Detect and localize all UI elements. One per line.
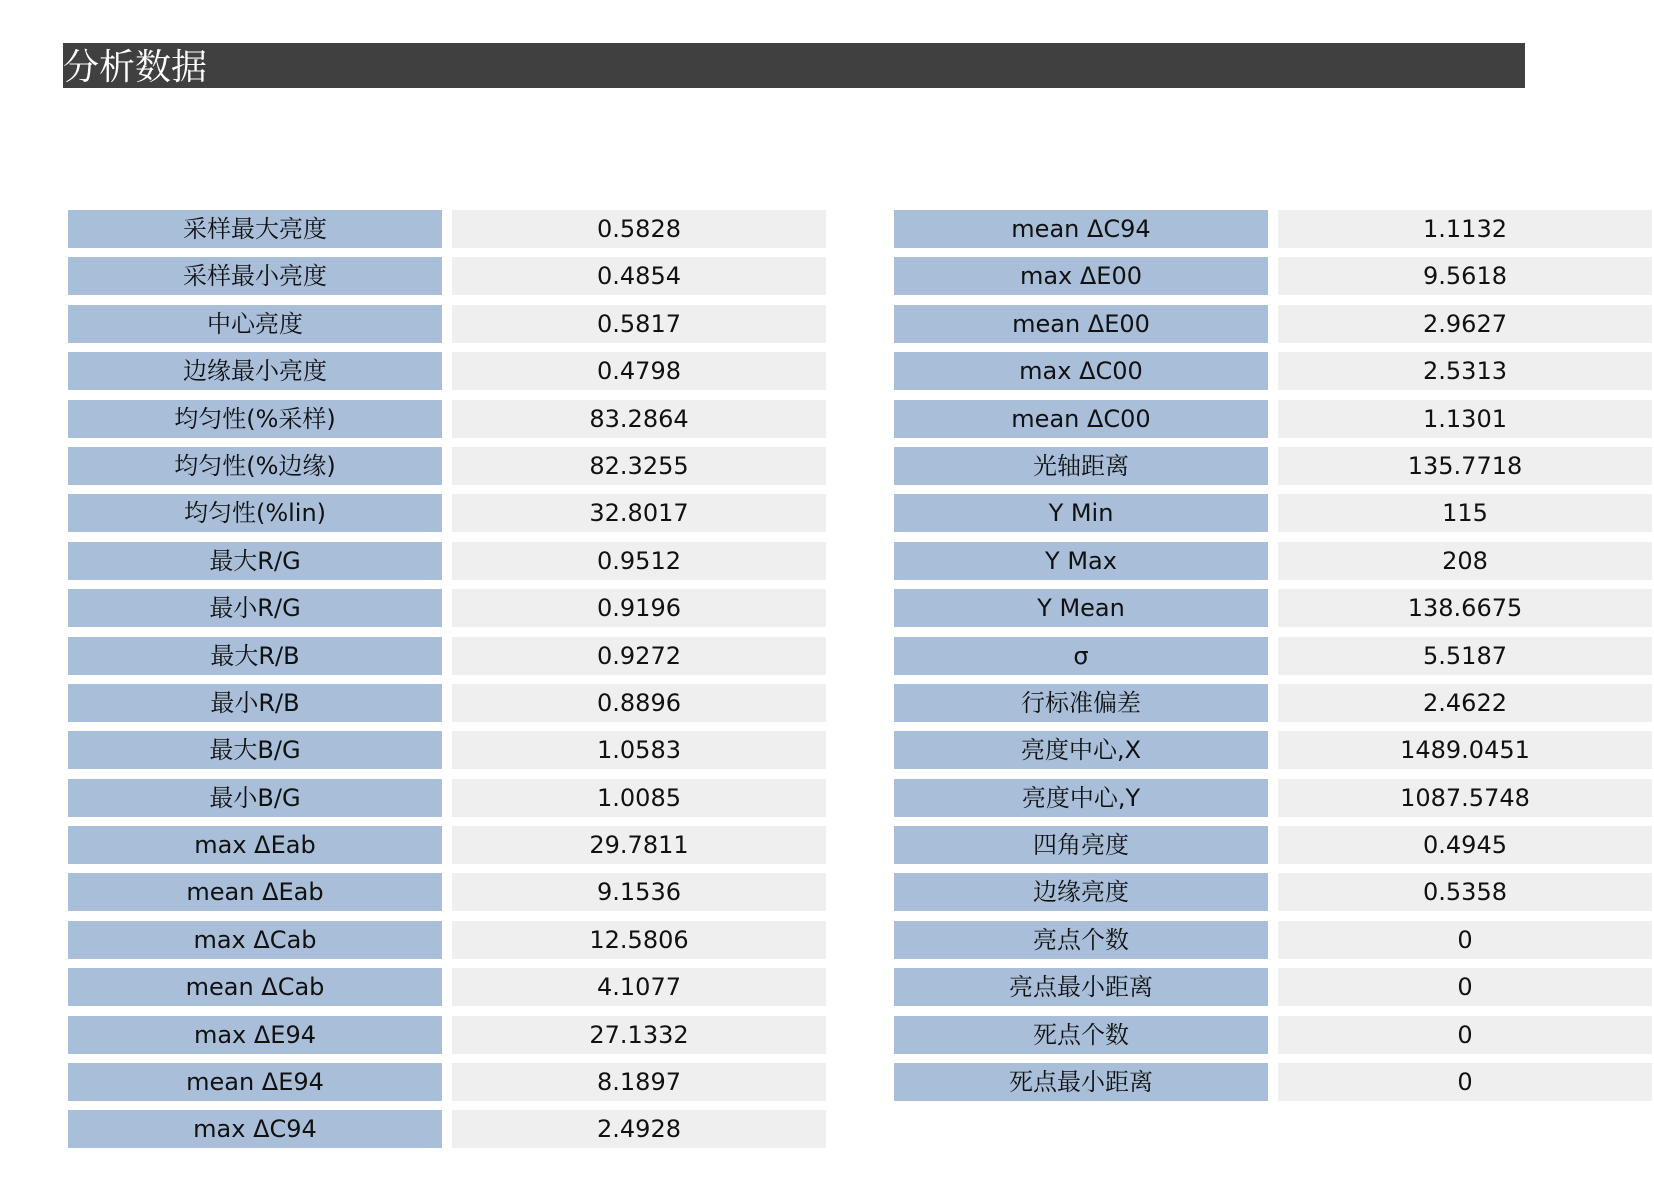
table-row xyxy=(68,400,826,438)
row-value: 2.9627 xyxy=(1278,305,1652,343)
row-label: 死点个数 xyxy=(894,1016,1268,1054)
table-row xyxy=(894,352,1652,390)
row-value: 27.1332 xyxy=(452,1016,826,1054)
row-label: mean ΔEab xyxy=(68,873,442,911)
section-title: 分析数据 xyxy=(63,43,1525,88)
row-label: mean ΔCab xyxy=(68,968,442,1006)
row-label: Y Min xyxy=(894,494,1268,532)
table-row xyxy=(894,826,1652,864)
table-row xyxy=(894,494,1652,532)
row-label: max ΔCab xyxy=(68,921,442,959)
row-value: 0.8896 xyxy=(452,684,826,722)
table-row xyxy=(68,305,826,343)
table-row xyxy=(894,1063,1652,1101)
row-value: 0.5828 xyxy=(452,210,826,248)
row-value: 2.5313 xyxy=(1278,352,1652,390)
row-label: 行标准偏差 xyxy=(894,684,1268,722)
table-row xyxy=(68,352,826,390)
row-label: max ΔC00 xyxy=(894,352,1268,390)
row-label: 亮度中心,Y xyxy=(894,779,1268,817)
row-value: 29.7811 xyxy=(452,826,826,864)
table-row xyxy=(68,873,826,911)
row-label: 边缘最小亮度 xyxy=(68,352,442,390)
table-row xyxy=(68,1016,826,1054)
row-value: 0.4945 xyxy=(1278,826,1652,864)
row-value: 8.1897 xyxy=(452,1063,826,1101)
row-value: 0.4798 xyxy=(452,352,826,390)
row-value: 82.3255 xyxy=(452,447,826,485)
table-row xyxy=(894,637,1652,675)
row-label: 均匀性(%lin) xyxy=(68,494,442,532)
table-row xyxy=(894,589,1652,627)
table-row xyxy=(68,779,826,817)
row-label: 最大R/B xyxy=(68,637,442,675)
row-value: 0 xyxy=(1278,968,1652,1006)
row-value: 135.7718 xyxy=(1278,447,1652,485)
row-value: 208 xyxy=(1278,542,1652,580)
table-row xyxy=(894,400,1652,438)
table-row xyxy=(68,1110,826,1148)
row-label: σ xyxy=(894,637,1268,675)
row-label: mean ΔE94 xyxy=(68,1063,442,1101)
row-value: 0.9272 xyxy=(452,637,826,675)
row-value: 1.1132 xyxy=(1278,210,1652,248)
table-row xyxy=(894,779,1652,817)
row-label: max ΔEab xyxy=(68,826,442,864)
row-value: 5.5187 xyxy=(1278,637,1652,675)
row-label: 死点最小距离 xyxy=(894,1063,1268,1101)
table-row xyxy=(894,257,1652,295)
row-label: 亮点个数 xyxy=(894,921,1268,959)
row-label: 采样最大亮度 xyxy=(68,210,442,248)
row-label: 均匀性(%采样) xyxy=(68,400,442,438)
table-row xyxy=(68,1063,826,1101)
table-row xyxy=(68,542,826,580)
row-label: mean ΔC00 xyxy=(894,400,1268,438)
table-row xyxy=(68,494,826,532)
row-value: 0.5358 xyxy=(1278,873,1652,911)
row-value: 138.6675 xyxy=(1278,589,1652,627)
row-value: 1489.0451 xyxy=(1278,731,1652,769)
row-label: 最小R/G xyxy=(68,589,442,627)
row-value: 9.5618 xyxy=(1278,257,1652,295)
row-label: 最大R/G xyxy=(68,542,442,580)
row-value: 0.9512 xyxy=(452,542,826,580)
row-label: 最大B/G xyxy=(68,731,442,769)
table-row xyxy=(894,210,1652,248)
row-value: 0.5817 xyxy=(452,305,826,343)
table-row xyxy=(68,968,826,1006)
row-label: max ΔE00 xyxy=(894,257,1268,295)
row-label: 光轴距离 xyxy=(894,447,1268,485)
row-value: 32.8017 xyxy=(452,494,826,532)
row-label: max ΔE94 xyxy=(68,1016,442,1054)
table-row xyxy=(894,921,1652,959)
row-label: 边缘亮度 xyxy=(894,873,1268,911)
table-row xyxy=(894,731,1652,769)
row-value: 1.1301 xyxy=(1278,400,1652,438)
row-value: 83.2864 xyxy=(452,400,826,438)
row-value: 4.1077 xyxy=(452,968,826,1006)
table-row xyxy=(68,447,826,485)
row-value: 0.9196 xyxy=(452,589,826,627)
row-label: Y Mean xyxy=(894,589,1268,627)
row-label: 均匀性(%边缘) xyxy=(68,447,442,485)
table-row xyxy=(68,589,826,627)
row-value: 1.0085 xyxy=(452,779,826,817)
table-row xyxy=(68,637,826,675)
row-label: Y Max xyxy=(894,542,1268,580)
row-label: mean ΔC94 xyxy=(894,210,1268,248)
table-row xyxy=(894,1016,1652,1054)
table-row xyxy=(68,210,826,248)
table-row xyxy=(68,826,826,864)
table-row xyxy=(894,447,1652,485)
row-value: 2.4928 xyxy=(452,1110,826,1148)
right-table xyxy=(894,210,1652,1110)
table-row xyxy=(894,542,1652,580)
table-row xyxy=(68,684,826,722)
table-row xyxy=(894,684,1652,722)
row-label: 亮度中心,X xyxy=(894,731,1268,769)
row-value: 0.4854 xyxy=(452,257,826,295)
row-value: 1087.5748 xyxy=(1278,779,1652,817)
row-value: 9.1536 xyxy=(452,873,826,911)
row-value: 1.0583 xyxy=(452,731,826,769)
table-row xyxy=(68,731,826,769)
row-value: 0 xyxy=(1278,1063,1652,1101)
row-value: 2.4622 xyxy=(1278,684,1652,722)
row-label: 中心亮度 xyxy=(68,305,442,343)
row-value: 12.5806 xyxy=(452,921,826,959)
table-row xyxy=(894,305,1652,343)
row-label: max ΔC94 xyxy=(68,1110,442,1148)
row-label: 四角亮度 xyxy=(894,826,1268,864)
row-label: 最小R/B xyxy=(68,684,442,722)
row-value: 0 xyxy=(1278,921,1652,959)
row-label: 亮点最小距离 xyxy=(894,968,1268,1006)
row-label: 采样最小亮度 xyxy=(68,257,442,295)
table-row xyxy=(894,873,1652,911)
row-label: mean ΔE00 xyxy=(894,305,1268,343)
row-value: 0 xyxy=(1278,1016,1652,1054)
left-table xyxy=(68,210,826,1158)
row-label: 最小B/G xyxy=(68,779,442,817)
row-value: 115 xyxy=(1278,494,1652,532)
table-row xyxy=(894,968,1652,1006)
table-row xyxy=(68,921,826,959)
table-row xyxy=(68,257,826,295)
